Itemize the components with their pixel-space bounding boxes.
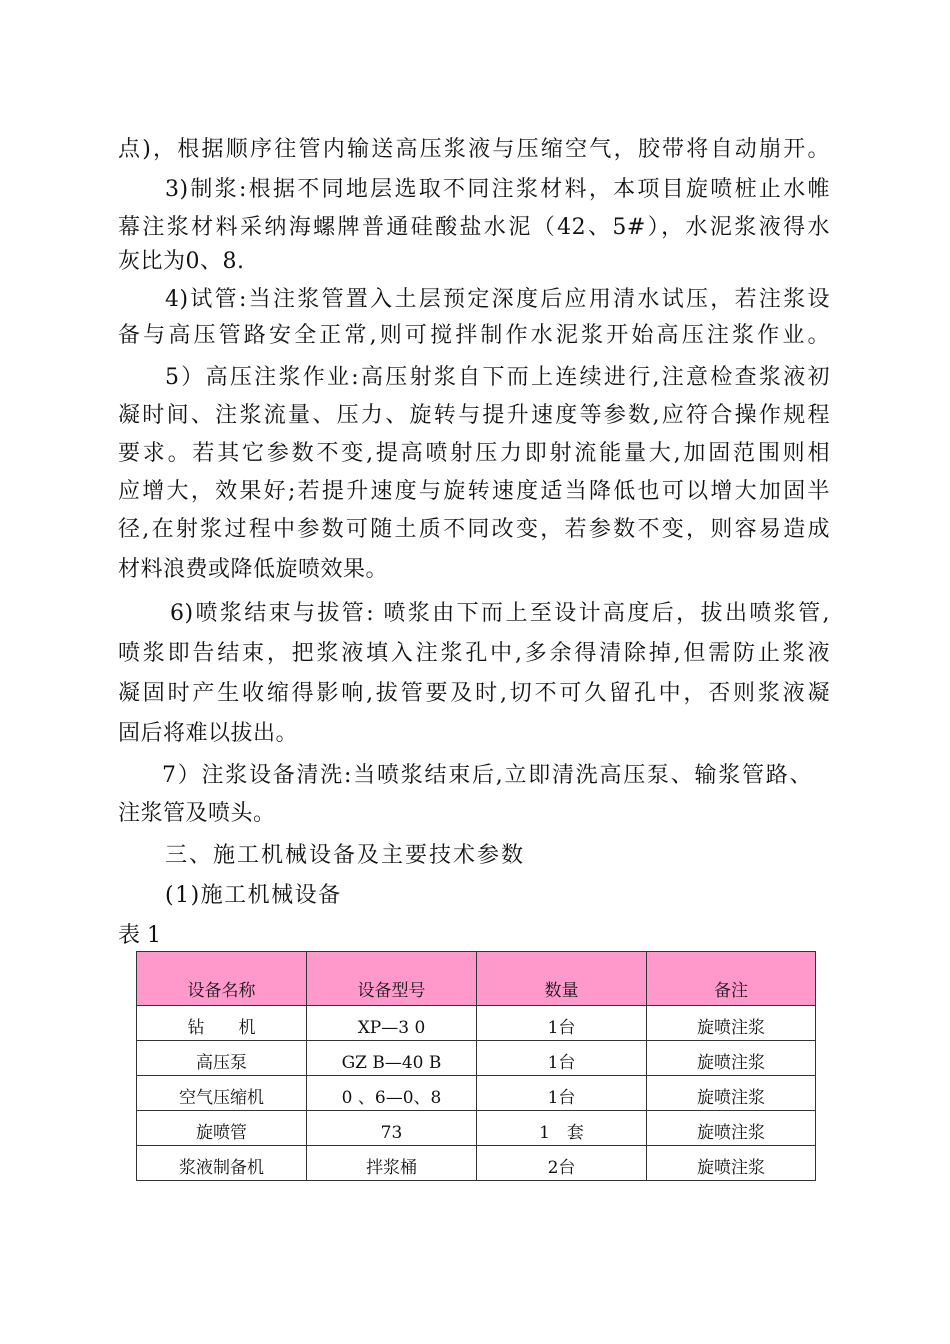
table-row [137, 1006, 816, 1041]
cell-equipment-model: XP—3 0 [307, 1006, 477, 1041]
paragraph-line: 幕注浆材料采纳海螺牌普通硅酸盐水泥（42、5#），水泥浆液得水 [118, 215, 830, 240]
table-row [137, 1111, 816, 1146]
paragraph-line: 径,在射浆过程中参数可随土质不同改变，若参数不变，则容易造成 [118, 517, 830, 542]
cell-equipment-name: 浆液制备机 [137, 1146, 307, 1181]
paragraph-line: 灰比为0、8. [118, 249, 245, 274]
cell-equipment-model: 拌浆桶 [307, 1146, 477, 1181]
paragraph-line: 注浆管及喷头。 [118, 801, 276, 826]
cell-equipment-model: 73 [307, 1111, 477, 1146]
paragraph-line: 7）注浆设备清洗:当喷浆结束后,立即清洗高压泵、输浆管路、 [162, 763, 812, 788]
table-row [137, 1041, 816, 1076]
cell-quantity: 1台 [477, 1076, 647, 1111]
header-remarks: 备注 [647, 952, 816, 1006]
paragraph-line: 4)试管:当注浆管置入土层预定深度后应用清水试压，若注浆设 [165, 287, 830, 312]
paragraph-line: 凝时间、注浆流量、压力、旋转与提升速度等参数,应符合操作规程 [118, 403, 830, 428]
cell-remarks: 旋喷注浆 [647, 1111, 816, 1146]
header-equipment-model: 设备型号 [307, 952, 477, 1006]
table-caption: 表 1 [118, 923, 161, 948]
cell-remarks: 旋喷注浆 [647, 1006, 816, 1041]
paragraph-line: 备与高压管路安全正常,则可搅拌制作水泥浆开始高压注浆作业。 [118, 323, 830, 348]
equipment-table [136, 951, 816, 1181]
table-header-row [137, 952, 816, 1006]
cell-remarks: 旋喷注浆 [647, 1146, 816, 1181]
cell-quantity: 1 套 [477, 1111, 647, 1146]
paragraph-line: 点)，根据顺序往管内输送高压浆液与压缩空气，胶带将自动崩开。 [118, 137, 830, 162]
header-equipment-name: 设备名称 [137, 952, 307, 1006]
cell-quantity: 1台 [477, 1041, 647, 1076]
paragraph-line: 要求。若其它参数不变,提高喷射压力即射流能量大,加固范围则相 [118, 441, 830, 466]
cell-equipment-name: 旋喷管 [137, 1111, 307, 1146]
cell-quantity: 1台 [477, 1006, 647, 1041]
cell-quantity: 2台 [477, 1146, 647, 1181]
cell-remarks: 旋喷注浆 [647, 1041, 816, 1076]
paragraph-line: 应增大，效果好;若提升速度与旋转速度适当降低也可以增大加固半 [118, 479, 830, 504]
cell-equipment-model: GZ B—40 B [307, 1041, 477, 1076]
cell-equipment-name: 高压泵 [137, 1041, 307, 1076]
table-row [137, 1076, 816, 1111]
paragraph-line: 材料浪费或降低旋喷效果。 [118, 557, 389, 582]
paragraph-line: 5）高压注浆作业:高压射浆自下而上连续进行,注意检查浆液初 [165, 365, 830, 390]
paragraph-line: 喷浆即告结束，把浆液填入注浆孔中,多余得清除掉,但需防止浆液 [118, 641, 830, 666]
header-quantity: 数量 [477, 952, 647, 1006]
paragraph-line: 固后将难以拔出。 [118, 721, 299, 746]
cell-equipment-name: 钻 机 [137, 1006, 307, 1041]
paragraph-line: 3)制浆:根据不同地层选取不同注浆材料，本项目旋喷桩止水帷 [165, 177, 830, 202]
cell-remarks: 旋喷注浆 [647, 1076, 816, 1111]
paragraph-line: 6)喷浆结束与拔管: 喷浆由下而上至设计高度后，拔出喷浆管, [170, 601, 830, 626]
subsection-heading: (1)施工机械设备 [165, 883, 342, 908]
section-heading: 三、施工机械设备及主要技术参数 [165, 843, 526, 868]
paragraph-line: 凝固时产生收缩得影响,拔管要及时,切不可久留孔中，否则浆液凝 [118, 681, 830, 706]
table-row [137, 1146, 816, 1181]
cell-equipment-name: 空气压缩机 [137, 1076, 307, 1111]
cell-equipment-model: 0 、6—0、8 [307, 1076, 477, 1111]
